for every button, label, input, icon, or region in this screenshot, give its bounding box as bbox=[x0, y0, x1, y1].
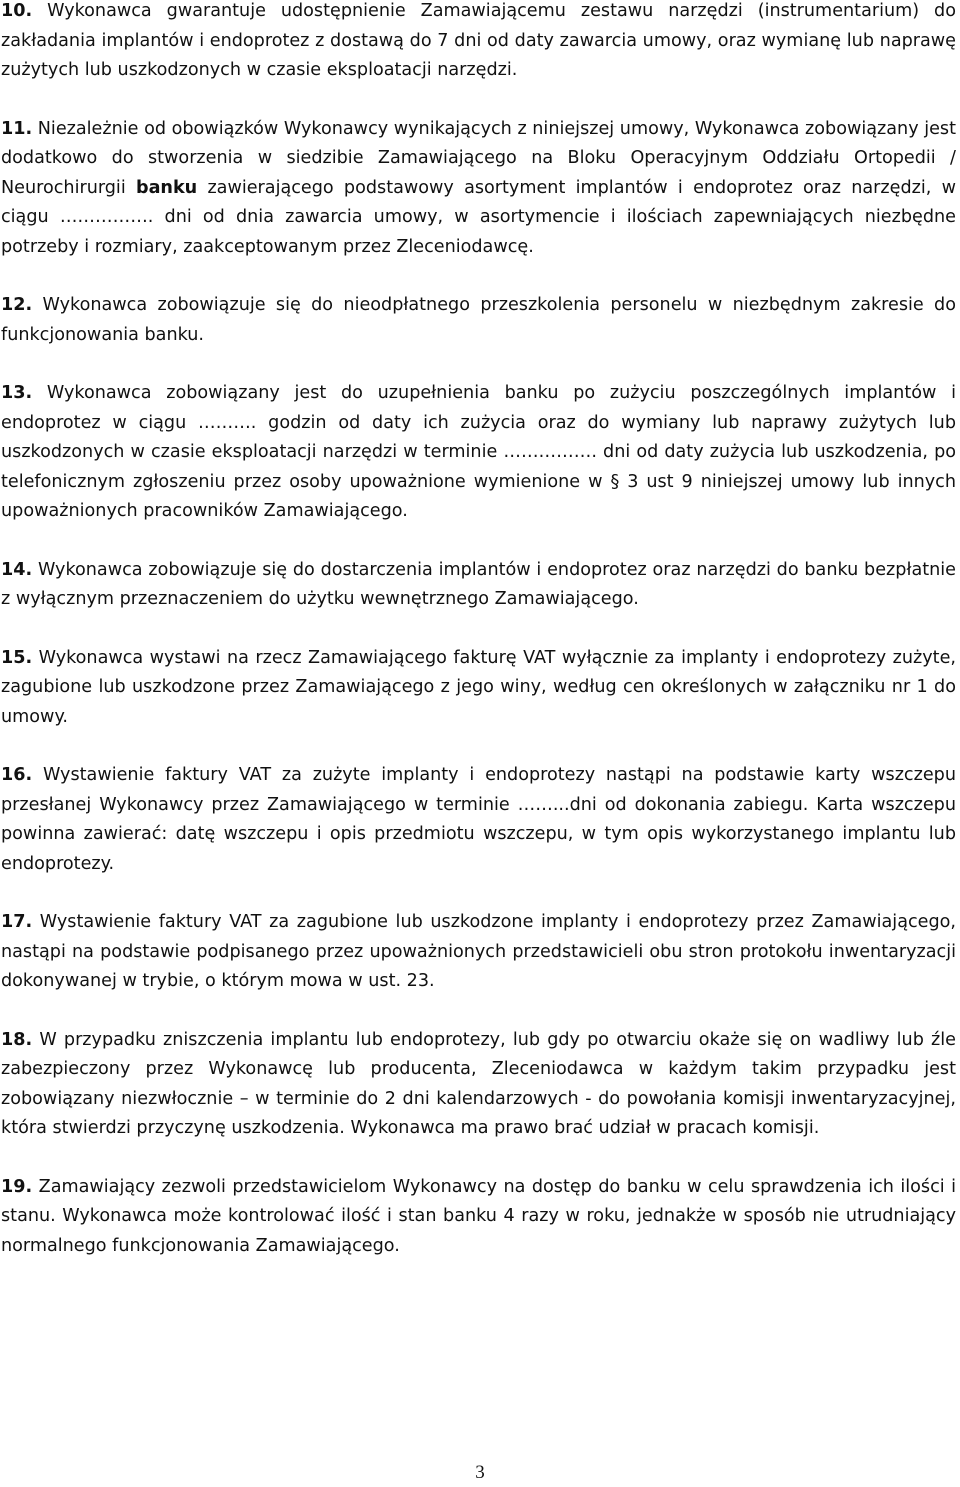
paragraph-text: Wystawienie faktury VAT za zagubione lub uszkodzone implanty i endoprotezy przez Zamawiającego, nastąpi na podstawie podpisanego przez upoważnionych przedstawicieli obu stron protokołu inwentaryzacji dokonywanej w trybie, o którym mowa w ust. 23. bbox=[1, 912, 956, 991]
paragraph-text: W przypadku zniszczenia implantu lub endoprotezy, lub gdy po otwarciu okaże się on wadliwy lub źle zabezpieczony przez Wykonawcę lub producenta, Zleceniodawca w każdym takim przypadku jest zobowiązany niezwłocznie – w terminie do 2 dni kalendarzowych - do powołania komisji inwentaryzacyjnej, która stwierdzi przyczynę uszkodzenia. Wykonawca ma prawo brać udział w pracach komisji. bbox=[1, 1029, 956, 1138]
paragraph-11 bbox=[0, 115, 958, 263]
paragraph-text: Wykonawca zobowiązuje się do dostarczenia implantów i endoprotez oraz narzędzi do banku bezpłatnie z wyłącznym przeznaczeniem do użytku wewnętrznego Zamawiającego. bbox=[1, 559, 956, 609]
paragraph-14 bbox=[0, 556, 958, 615]
paragraph-number: 13. bbox=[1, 383, 33, 403]
paragraph-text: Zamawiający zezwoli przedstawicielom Wykonawcy na dostęp do banku w celu sprawdzenia ich ilości i stanu. Wykonawca może kontrolować ilość i stan banku 4 razy w roku, jednakże w sposób nie utrudniający normalnego funkcjonowania Zamawiającego. bbox=[1, 1176, 956, 1256]
paragraph-10 bbox=[0, 0, 958, 86]
paragraph-16 bbox=[0, 761, 958, 879]
paragraph-number: 19. bbox=[1, 1176, 33, 1197]
paragraph-13 bbox=[0, 379, 958, 527]
paragraph-text: Wystawienie faktury VAT za zużyte implanty i endoprotezy nastąpi na podstawie karty wszczepu przesłanej Wykonawcy przez Zamawiającego w terminie ……...dni od dokonania zabiegu. Karta wszczepu powinna zawierać: datę wszczepu i opis przedmiotu wszczepu, w tym opis wykorzystanego implantu lub endoprotezy. bbox=[1, 765, 956, 874]
paragraph-12 bbox=[0, 291, 958, 350]
paragraph-number: 12. bbox=[1, 295, 33, 315]
paragraph-19 bbox=[0, 1173, 958, 1262]
paragraph-text: Wykonawca wystawi na rzecz Zamawiającego fakturę VAT wyłącznie za implanty i endoprotezy zużyte, zagubione lub uszkodzone przez Zamawiającego z jego winy, według cen określonych w załączniku nr 1 do umowy. bbox=[1, 647, 956, 727]
paragraph-text: Wykonawca zobowiązuje się do nieodpłatnego przeszkolenia personelu w niezbędnym zakresie do funkcjonowania banku. bbox=[1, 295, 956, 345]
paragraph-number: 10. bbox=[1, 1, 33, 21]
bold-term: banku bbox=[135, 177, 198, 198]
paragraph-text: Wykonawca gwarantuje udostępnienie Zamawiającemu zestawu narzędzi (instrumentarium) do zakładania implantów i endoprotez z dostawą do 7 dni od daty zawarcia umowy, oraz wymianę lub naprawę zużytych lub uszkodzonych w czasie eksploatacji narzędzi. bbox=[1, 1, 956, 80]
paragraph-number: 15. bbox=[1, 647, 33, 668]
paragraph-text: Niezależnie od obowiązków Wykonawcy wynikających z niniejszej umowy, Wykonawca zobowiązany jest dodatkowo do stworzenia w siedzibie Zamawiającego na Bloku Operacyjnym Oddziału Ortopedii / Neurochirurgii bbox=[1, 118, 956, 198]
page-number: 3 bbox=[475, 1462, 485, 1483]
paragraph-number: 11. bbox=[1, 118, 33, 139]
paragraph-text: Wykonawca zobowiązany jest do uzupełnienia banku po zużyciu poszczególnych implantów i endoprotez w ciągu ………. godzin od daty ich zużycia oraz do wymiany lub naprawy zużytych lub uszkodzonych w czasie eksploatacji narzędzi w terminie ……………. dni od daty zużycia lub uszkodzenia, po telefonicznym zgłoszeniu przez osoby upoważnione wymienione w § 3 ust 9 niniejszej umowy lub innych upoważnionych pracowników Zamawiającego. bbox=[1, 383, 956, 521]
paragraph-number: 14. bbox=[1, 559, 33, 580]
paragraph-number: 16. bbox=[1, 765, 33, 785]
paragraph-15 bbox=[0, 644, 958, 733]
paragraph-number: 18. bbox=[1, 1029, 33, 1050]
paragraph-text: zawierającego podstawowy asortyment implantów i endoprotez oraz narzędzi, w ciągu ……………. dni od dnia zawarcia umowy, w asortymencie i ilościach zapewniających niezbędne potrzeby i rozmiary, zaakceptowanym przez Zleceniodawcę. bbox=[1, 177, 956, 257]
paragraph-18 bbox=[0, 1026, 958, 1144]
paragraph-17 bbox=[0, 908, 958, 997]
paragraph-number: 17. bbox=[1, 912, 33, 932]
